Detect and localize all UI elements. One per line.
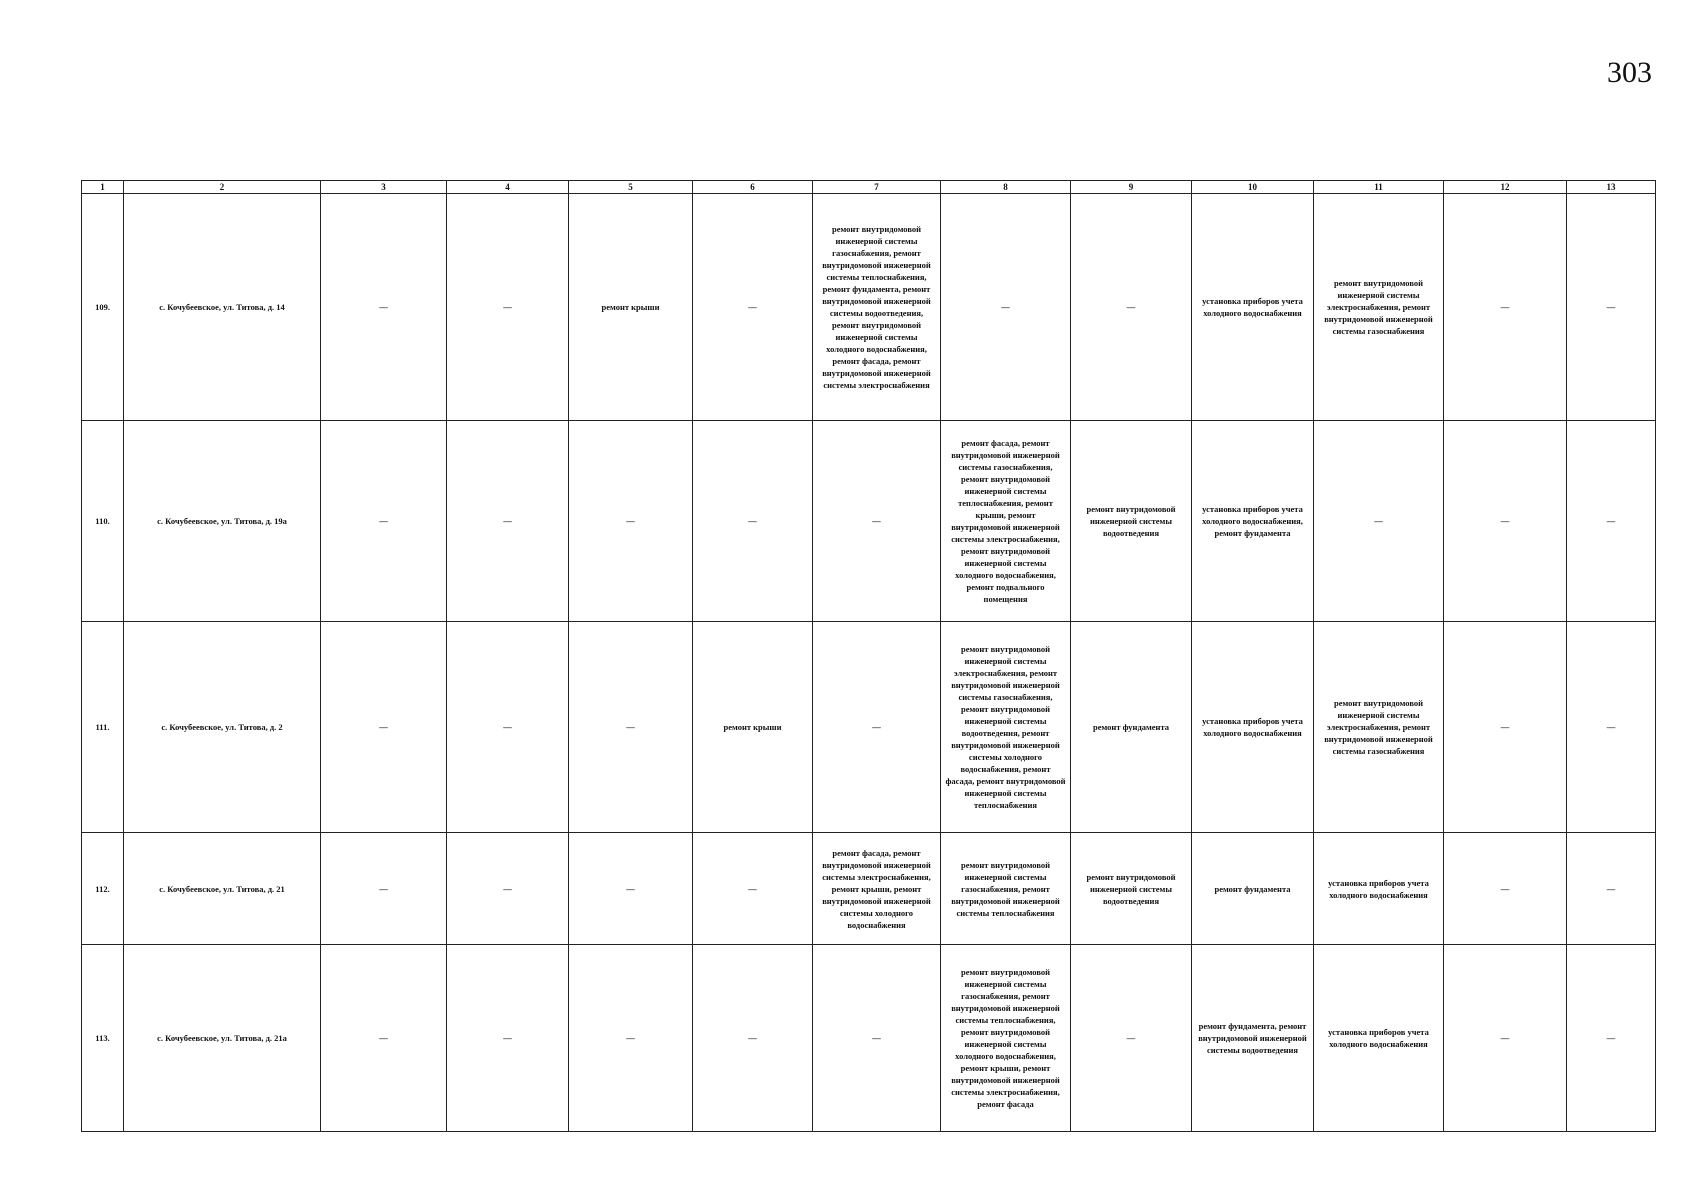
cell-c6: — — [693, 833, 813, 945]
cell-c5: — — [569, 421, 693, 622]
cell-c8: ремонт внутридомовой инженерной системы электроснабжения, ремонт внутридомовой инженерной системы газоснабжения, ремонт внутридомовой инженерной системы водоотведения, ремонт внутридомовой инженерной системы холодного водоснабжения, ремонт фасада, ремонт внутридомовой инженерной системы теплоснабжения — [941, 622, 1071, 833]
row-address: с. Кочубеевское, ул. Титова, д. 21 — [124, 833, 321, 945]
column-header: 13 — [1567, 181, 1656, 194]
cell-c6: — — [693, 945, 813, 1132]
cell-c13: — — [1567, 194, 1656, 421]
cell-c9: ремонт внутридомовой инженерной системы водоотведения — [1071, 421, 1192, 622]
row-number: 111. — [82, 622, 124, 833]
cell-c13: — — [1567, 945, 1656, 1132]
page-number: 303 — [1607, 56, 1652, 89]
cell-c12: — — [1444, 622, 1567, 833]
column-header: 11 — [1314, 181, 1444, 194]
column-header: 4 — [447, 181, 569, 194]
cell-c12: — — [1444, 945, 1567, 1132]
column-header: 9 — [1071, 181, 1192, 194]
cell-c3: — — [321, 833, 447, 945]
cell-c3: — — [321, 421, 447, 622]
cell-c13: — — [1567, 421, 1656, 622]
cell-c10: ремонт фундамента — [1192, 833, 1314, 945]
row-address: с. Кочубеевское, ул. Титова, д. 21а — [124, 945, 321, 1132]
cell-c5: ремонт крыши — [569, 194, 693, 421]
cell-c8: ремонт внутридомовой инженерной системы газоснабжения, ремонт внутридомовой инженерной системы теплоснабжения, ремонт внутридомовой инженерной системы холодного водоснабжения, ремонт крыши, ремонт внутридомовой инженерной системы электроснабжения, ремонт фасада — [941, 945, 1071, 1132]
column-header: 3 — [321, 181, 447, 194]
cell-c8: ремонт фасада, ремонт внутридомовой инженерной системы газоснабжения, ремонт внутридомовой инженерной системы теплоснабжения, ремонт крыши, ремонт внутридомовой инженерной системы электроснабжения, ремонт внутридомовой инженерной системы холодного водоснабжения, ремонт подвального помещения — [941, 421, 1071, 622]
cell-c10: ремонт фундамента, ремонт внутридомовой инженерной системы водоотведения — [1192, 945, 1314, 1132]
cell-c3: — — [321, 945, 447, 1132]
cell-c11: установка приборов учета холодного водоснабжения — [1314, 945, 1444, 1132]
table-row — [82, 421, 1656, 622]
cell-c11: ремонт внутридомовой инженерной системы электроснабжения, ремонт внутридомовой инженерной системы газоснабжения — [1314, 622, 1444, 833]
repair-schedule-table — [81, 180, 1656, 1132]
cell-c7: ремонт фасада, ремонт внутридомовой инженерной системы электроснабжения, ремонт крыши, ремонт внутридомовой инженерной системы холодного водоснабжения — [813, 833, 941, 945]
column-header: 8 — [941, 181, 1071, 194]
table-row — [82, 622, 1656, 833]
column-header: 6 — [693, 181, 813, 194]
row-address: с. Кочубеевское, ул. Титова, д. 14 — [124, 194, 321, 421]
cell-c10: установка приборов учета холодного водоснабжения, ремонт фундамента — [1192, 421, 1314, 622]
column-header: 2 — [124, 181, 321, 194]
cell-c4: — — [447, 622, 569, 833]
cell-c13: — — [1567, 622, 1656, 833]
cell-c5: — — [569, 622, 693, 833]
cell-c7: — — [813, 421, 941, 622]
cell-c12: — — [1444, 833, 1567, 945]
cell-c9: — — [1071, 194, 1192, 421]
cell-c8: ремонт внутридомовой инженерной системы газоснабжения, ремонт внутридомовой инженерной системы теплоснабжения — [941, 833, 1071, 945]
column-header: 1 — [82, 181, 124, 194]
row-address: с. Кочубеевское, ул. Титова, д. 2 — [124, 622, 321, 833]
table-row — [82, 833, 1656, 945]
cell-c11: — — [1314, 421, 1444, 622]
cell-c9: — — [1071, 945, 1192, 1132]
column-header: 12 — [1444, 181, 1567, 194]
column-header: 10 — [1192, 181, 1314, 194]
column-header: 7 — [813, 181, 941, 194]
row-address: с. Кочубеевское, ул. Титова, д. 19а — [124, 421, 321, 622]
cell-c11: установка приборов учета холодного водоснабжения — [1314, 833, 1444, 945]
row-number: 112. — [82, 833, 124, 945]
cell-c12: — — [1444, 194, 1567, 421]
table-row — [82, 194, 1656, 421]
cell-c7: ремонт внутридомовой инженерной системы газоснабжения, ремонт внутридомовой инженерной системы теплоснабжения, ремонт фундамента, ремонт внутридомовой инженерной системы водоотведения, ремонт внутридомовой инженерной системы холодного водоснабжения, ремонт фасада, ремонт внутридомовой инженерной системы электроснабжения — [813, 194, 941, 421]
cell-c3: — — [321, 194, 447, 421]
row-number: 113. — [82, 945, 124, 1132]
row-number: 109. — [82, 194, 124, 421]
row-number: 110. — [82, 421, 124, 622]
cell-c13: — — [1567, 833, 1656, 945]
cell-c4: — — [447, 833, 569, 945]
cell-c6: — — [693, 194, 813, 421]
cell-c10: установка приборов учета холодного водоснабжения — [1192, 622, 1314, 833]
cell-c4: — — [447, 945, 569, 1132]
cell-c7: — — [813, 622, 941, 833]
cell-c8: — — [941, 194, 1071, 421]
cell-c4: — — [447, 421, 569, 622]
column-header: 5 — [569, 181, 693, 194]
cell-c6: ремонт крыши — [693, 622, 813, 833]
cell-c5: — — [569, 833, 693, 945]
cell-c7: — — [813, 945, 941, 1132]
cell-c5: — — [569, 945, 693, 1132]
cell-c9: ремонт внутридомовой инженерной системы водоотведения — [1071, 833, 1192, 945]
cell-c9: ремонт фундамента — [1071, 622, 1192, 833]
table-row — [82, 945, 1656, 1132]
cell-c12: — — [1444, 421, 1567, 622]
cell-c6: — — [693, 421, 813, 622]
cell-c11: ремонт внутридомовой инженерной системы электроснабжения, ремонт внутридомовой инженерной системы газоснабжения — [1314, 194, 1444, 421]
column-number-row — [82, 181, 1656, 194]
cell-c4: — — [447, 194, 569, 421]
cell-c3: — — [321, 622, 447, 833]
cell-c10: установка приборов учета холодного водоснабжения — [1192, 194, 1314, 421]
